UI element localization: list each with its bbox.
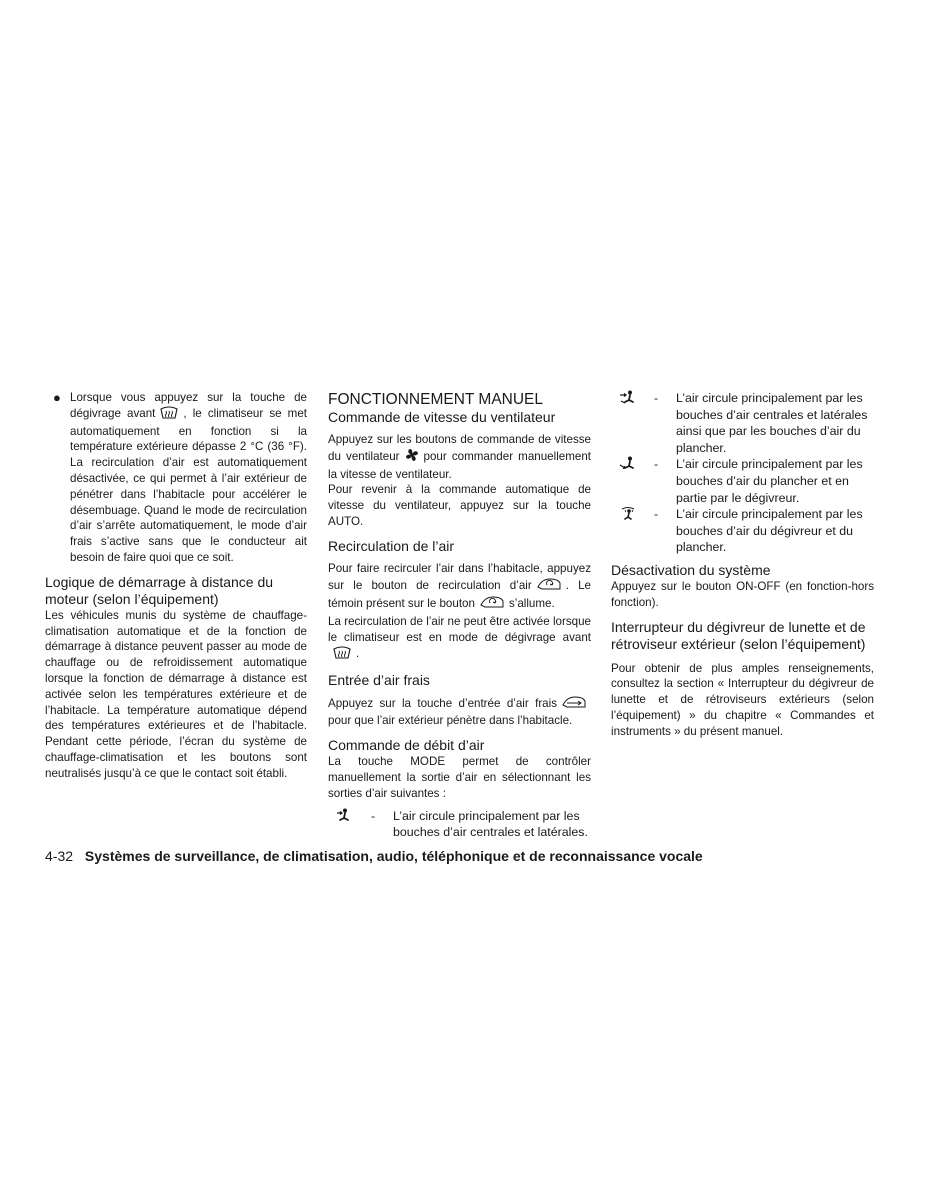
system-off-paragraph: Appuyez sur le bouton ON-OFF (en fonction-hors fonction). bbox=[611, 579, 874, 609]
column-left bbox=[45, 390, 307, 782]
mode-item-floor bbox=[611, 456, 874, 506]
recirculation-paragraph-2 bbox=[328, 614, 591, 663]
front-defrost-icon bbox=[159, 406, 179, 424]
vent-bilevel-icon bbox=[619, 390, 637, 409]
column-right bbox=[611, 390, 874, 740]
airflow-heading: Commande de débit d’air bbox=[328, 737, 485, 754]
column-middle bbox=[328, 390, 591, 841]
page-number: 4-32 bbox=[45, 848, 74, 864]
mode-floor-text: L’air circule principalement par les bouches d’air du plancher et en partie par le dégivreur. bbox=[676, 457, 863, 505]
page-footer bbox=[45, 848, 703, 865]
bullet-item-front-defrost bbox=[45, 390, 307, 566]
mode-dash: - bbox=[654, 391, 659, 405]
mode-dash: - bbox=[371, 808, 376, 823]
bullet-dot: ● bbox=[53, 390, 61, 405]
recirculation-icon bbox=[536, 577, 562, 596]
recirculation-icon bbox=[479, 595, 505, 614]
front-defrost-icon bbox=[332, 646, 352, 664]
remote-start-paragraph: Les véhicules munis du système de chauffage-climatisation automatique et de la fonction de démarrage à distance peuvent passer au mode de chauffage ou de refroidissement automatique lorsque la fonction de démarrage à distance est activée selon les températures extérieure et de l’habitacle. La température automatique dépend des températures extérieures et de l’habitacle. Pendant cette période, l’écran du système de chauffage-climatisation et les boutons sont neutralisés jusqu’à ce que le contact soit établi. bbox=[45, 608, 307, 780]
recirc-text-mid: . Le témoin présent sur le bouton bbox=[328, 578, 591, 611]
fan-speed-heading: Commande de vitesse du ventilateur bbox=[328, 409, 556, 425]
recirc2-text-pre: La recirculation de l’air ne peut être activée lorsque le climatiseur est en mode de dégivrage avant bbox=[328, 615, 591, 644]
fresh-air-paragraph bbox=[328, 695, 591, 730]
rear-defroster-paragraph: Pour obtenir de plus amples renseignements, consultez la section « Interrupteur du dégivreur de lunette et de rétroviseurs extérieurs (selon l’équipement) » du chapitre « Commandes et instruments » du présent manuel. bbox=[611, 661, 874, 738]
fresh-air-heading: Entrée d’air frais bbox=[328, 671, 430, 688]
recirculation-heading: Recirculation de l’air bbox=[328, 537, 455, 554]
mode-item-defrost-floor bbox=[611, 506, 874, 556]
mode-item-bilevel bbox=[611, 390, 874, 456]
remote-start-heading: Logique de démarrage à distance du moteur (selon l’équipement) bbox=[45, 573, 274, 607]
rear-defroster-heading: Interrupteur du dégivreur de lunette et de rétroviseur extérieur (selon l’équipement) bbox=[611, 618, 866, 652]
fresh-text-post: pour que l’air extérieur pénètre dans l’habitacle. bbox=[328, 714, 573, 728]
mode-bilevel-text: L’air circule principalement par les bouches d’air centrales et latérales ainsi que par les bouches d’air du plancher. bbox=[676, 391, 868, 455]
bullet-paragraph bbox=[70, 390, 307, 566]
recirc-text-pre: Pour faire recirculer l’air dans l’habitacle, appuyez sur le bouton de recirculation d’air bbox=[328, 561, 591, 592]
recirc-text-post: s’allume. bbox=[508, 597, 555, 611]
mode-dash: - bbox=[654, 507, 659, 522]
fan-speed-paragraph-1 bbox=[328, 432, 591, 482]
bullet-text-pre: Lorsque vous appuyez sur la touche de dégivrage avant bbox=[70, 391, 307, 420]
mode-face-text: L’air circule principalement par les bouches d’air centrales et latérales. bbox=[393, 808, 588, 840]
vent-defrost-floor-icon bbox=[619, 506, 637, 525]
bullet-text-post: , le climatiseur se met automatiquement en fonction si la température extérieure dépasse 2 °C (36 °F). La recirculation d’air est automatiquement désactivée, ce qui permet à l’air extérieur de pénétrer dans l’habitacle pour accélérer le désembuage. Quand le mode de recirculation d’air s’arrête automatiquement, le mode d’air frais s’active sans que le conducteur ait besoin de faire quoi que ce soit. bbox=[70, 406, 307, 564]
mode-defrost-floor-text: L’air circule principalement par les bouches d’air du dégivreur et du plancher. bbox=[676, 507, 863, 555]
manual-operation-heading: FONCTIONNEMENT MANUEL bbox=[328, 391, 544, 408]
chapter-title: Systèmes de surveillance, de climatisation, audio, téléphonique et de reconnaissance vocale bbox=[84, 848, 703, 864]
recirc2-text-post: . bbox=[356, 646, 360, 660]
vent-face-icon bbox=[336, 808, 352, 827]
fan-text-post: pour commander manuellement la vitesse de ventilateur. bbox=[328, 449, 592, 481]
mode-dash: - bbox=[654, 457, 659, 472]
fresh-text-pre: Appuyez sur la touche d’entrée d’air frais bbox=[328, 696, 557, 710]
mode-item-face bbox=[328, 808, 591, 841]
system-off-heading: Désactivation du système bbox=[611, 561, 771, 578]
fan-speed-paragraph-2: Pour revenir à la commande automatique de vitesse du ventilateur, appuyez sur la touche AUTO. bbox=[328, 483, 591, 528]
recirculation-paragraph-1 bbox=[328, 561, 591, 614]
fan-text-pre: Appuyez sur les boutons de commande de vitesse du ventilateur bbox=[328, 433, 591, 463]
fan-icon bbox=[404, 448, 420, 467]
vent-floor-icon bbox=[619, 456, 637, 475]
fresh-air-icon bbox=[561, 695, 587, 714]
airflow-paragraph: La touche MODE permet de contrôler manuellement la sortie d’air en sélectionnant les sorties d’air suivantes : bbox=[328, 755, 591, 800]
